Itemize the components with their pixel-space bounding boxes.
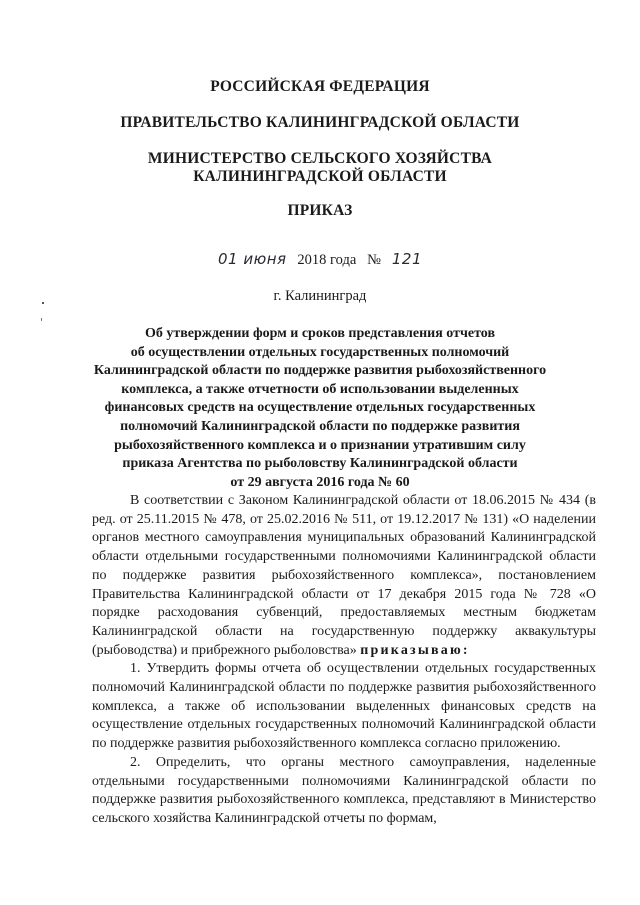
document-body — [92, 492, 596, 829]
body-paragraph-preamble — [92, 492, 596, 660]
number-sign: № — [367, 252, 381, 268]
title-line: об осуществлении отдельных государственных полномочий — [130, 344, 510, 360]
scan-speck — [41, 318, 42, 321]
document-title — [60, 325, 580, 492]
year-text: 2018 года — [297, 252, 357, 268]
doc-type: ПРИКАЗ — [287, 202, 353, 219]
city: г. Калининград — [273, 288, 367, 304]
header-ministry-line2: КАЛИНИНГРАДСКОЙ ОБЛАСТИ — [193, 168, 447, 185]
header-ministry-line1: МИНИСТЕРСТВО СЕЛЬСКОГО ХОЗЯЙСТВА — [147, 150, 493, 167]
title-line: финансовых средств на осуществление отдельных государственных — [104, 400, 536, 416]
order-keyword: приказываю: — [360, 642, 470, 658]
title-line: Калининградской области по поддержке развития рыбохозяйственного — [93, 363, 547, 379]
title-line: рыбохозяйственного комплекса и о признании утратившим силу — [114, 437, 526, 453]
header-government: ПРАВИТЕЛЬСТВО КАЛИНИНГРАДСКОЙ ОБЛАСТИ — [120, 114, 520, 131]
date-line — [0, 250, 640, 269]
scan-speck — [42, 302, 44, 304]
title-line: приказа Агентства по рыболовству Калининградской области — [122, 456, 518, 472]
title-line: Об утверждении форм и сроков представления отчетов — [144, 326, 495, 341]
title-line: полномочий Калининградской области по поддержке развития — [120, 418, 520, 434]
preamble-text: В соответствии с Законом Калининградской области от 18.06.2015 № 434 (в ред. от 25.11.2015 № 478, от 25.02.2016 № 511, от 19.12.2017 № 131) «О наделении органов местного самоуправления муниципальных образований Калининградской области отдельными государственными полномочиями Калининградской области по поддержке развития рыбохозяйственного комплекса», постановлением Правительства Калининградской области от 17 декабря 2015 года № 728 «О порядке расходования субвенций, предоставляемых местным бюджетам Калининградской области на государственную поддержку аквакультуры (рыбоводства) и прибрежного рыболовства» — [92, 493, 596, 658]
body-paragraph-1: 1. Утвердить формы отчета об осуществлении отдельных государственных полномочий Калининградской области по поддержке развития рыбохозяйственного комплекса, а также об использовании выделенных финансовых средств на осуществление отдельных государственных полномочий Калининградской области по поддержке развития рыбохозяйственного комплекса согласно приложению. — [92, 661, 596, 752]
body-paragraph-2: 2. Определить, что органы местного самоуправления, наделенные отдельными государственными полномочиями Калининградской области по поддержке развития рыбохозяйственного комплекса, представляют в Министерство сельского хозяйства Калининградской отчеты по формам, — [92, 754, 596, 826]
header-ministry — [0, 150, 640, 186]
title-line: от 29 августа 2016 года № 60 — [230, 474, 410, 490]
header-country: РОССИЙСКАЯ ФЕДЕРАЦИЯ — [210, 78, 430, 95]
handwritten-date: 01 июня — [217, 250, 287, 268]
handwritten-number: 121 — [391, 250, 423, 268]
title-line: комплекса, а также отчетности об использовании выделенных — [121, 381, 519, 397]
